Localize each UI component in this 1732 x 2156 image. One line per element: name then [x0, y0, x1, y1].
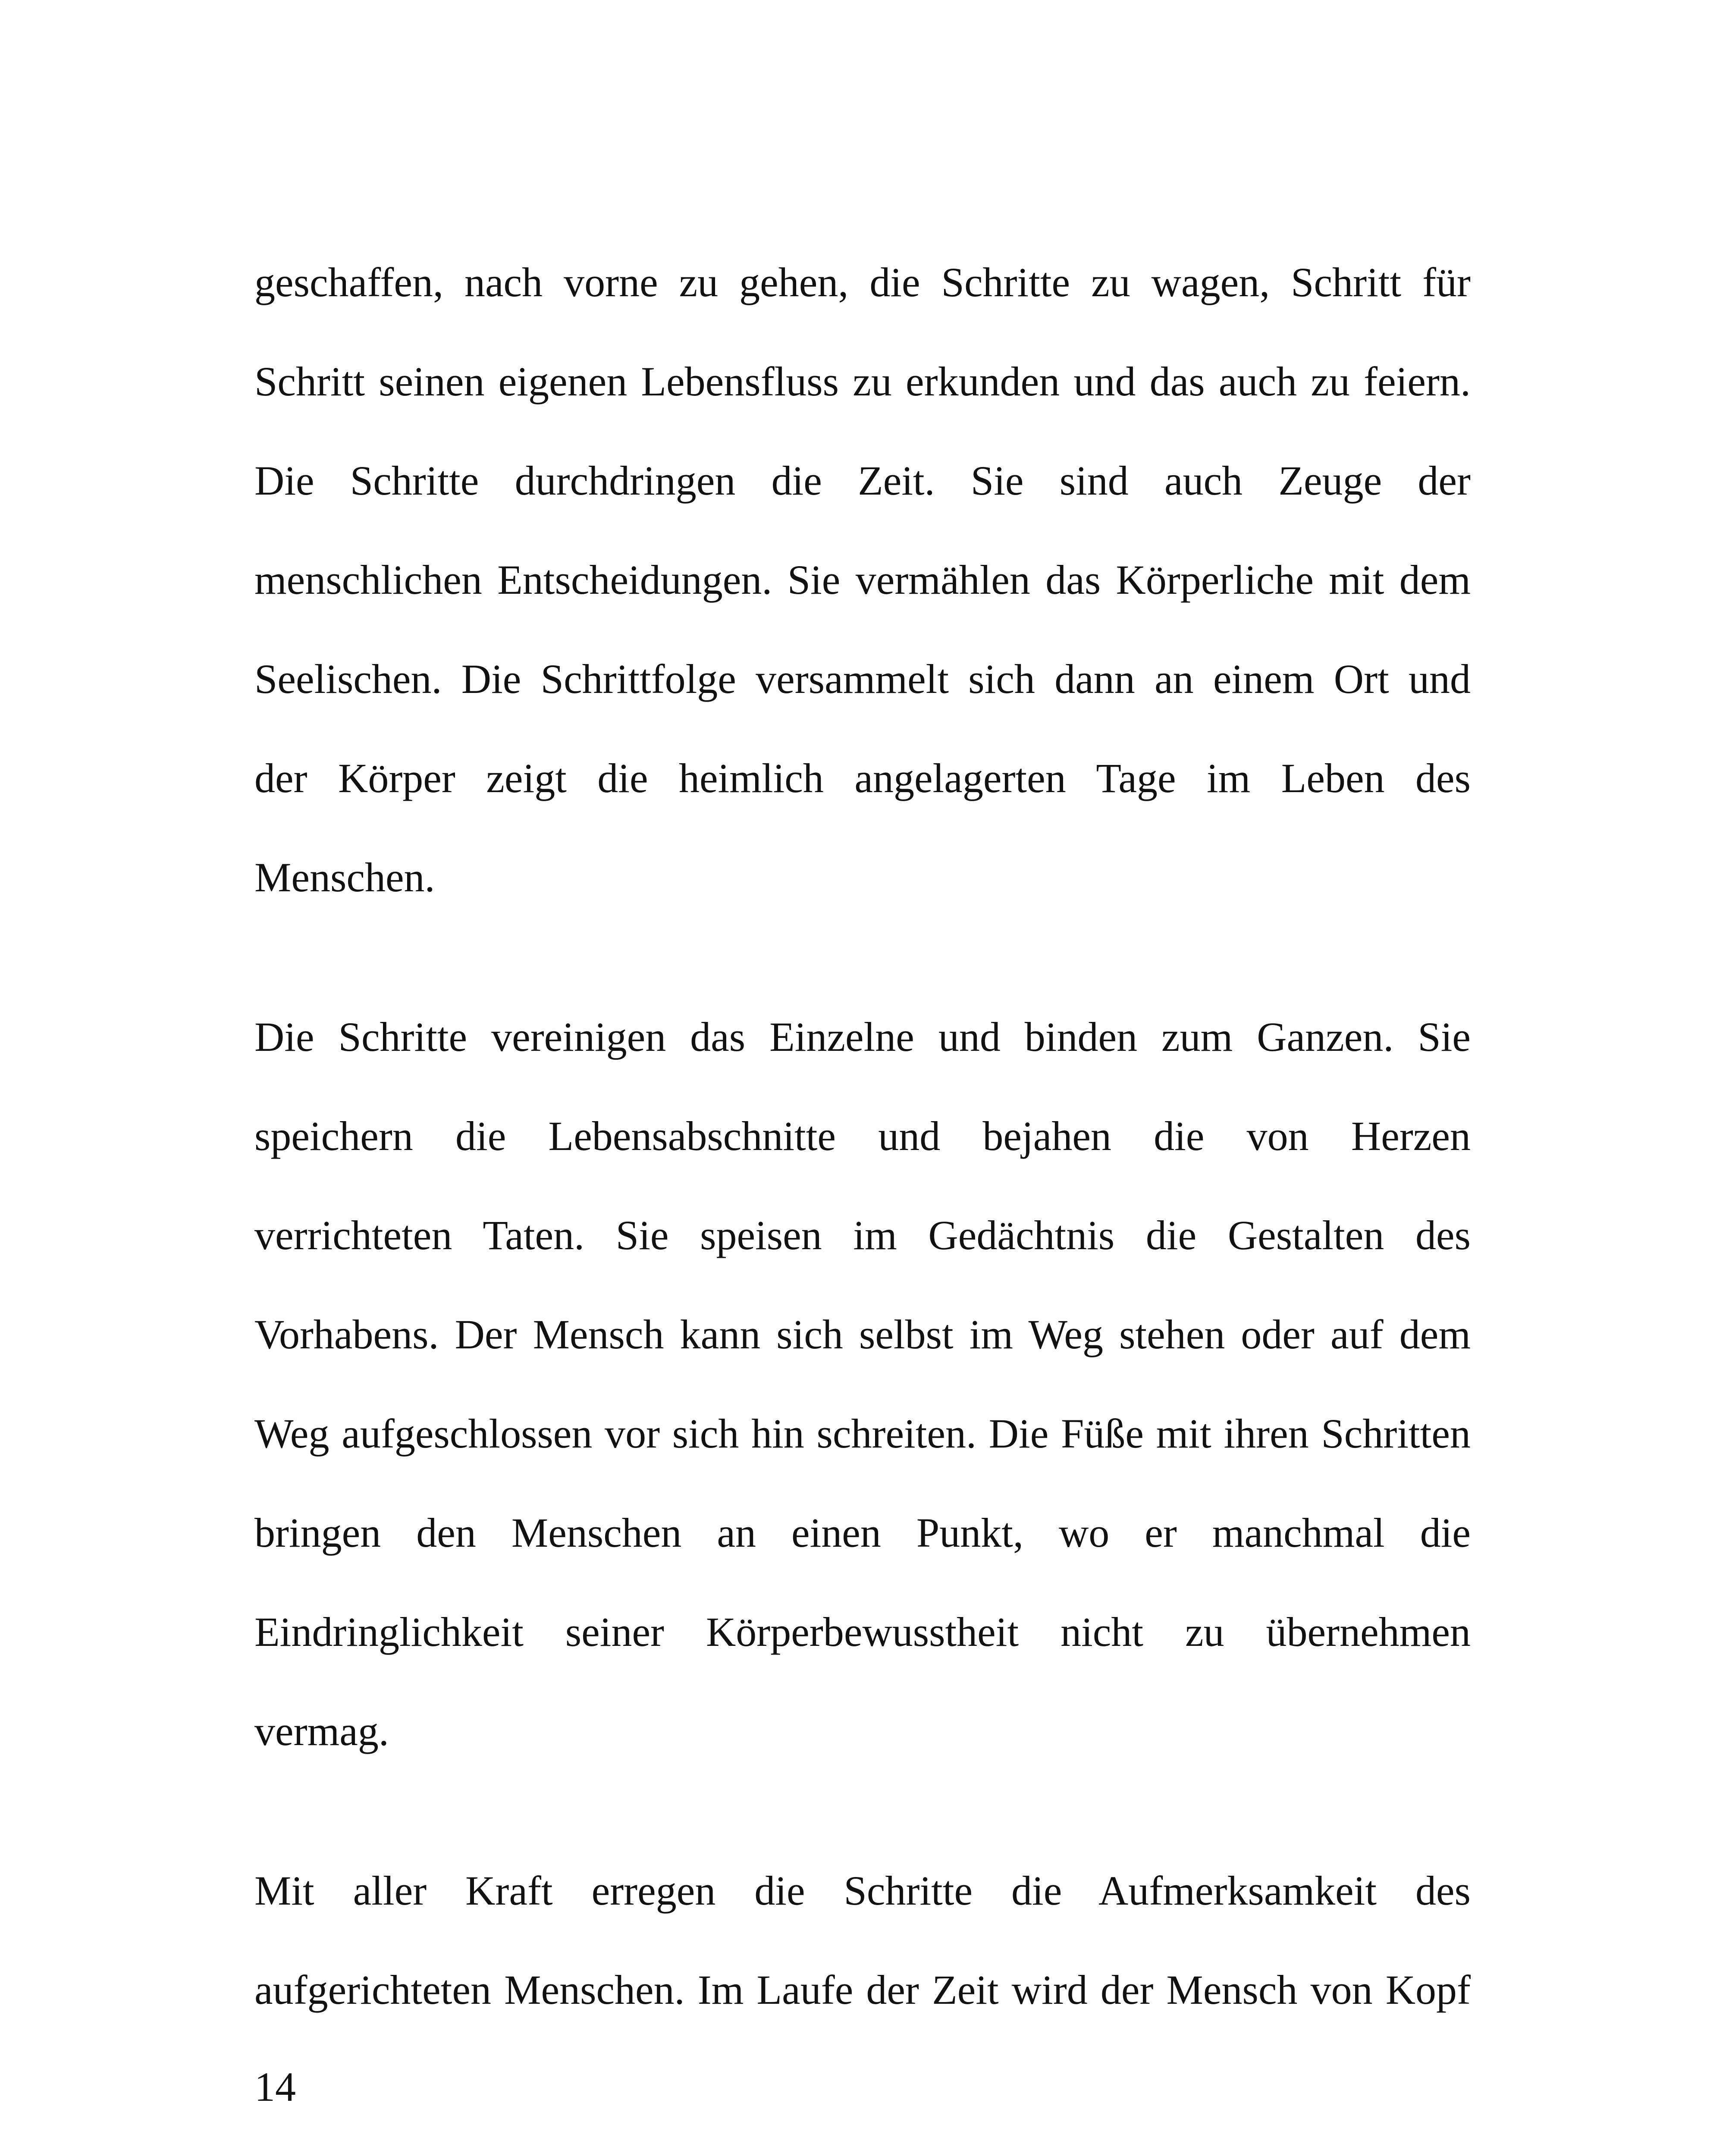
page-number: 14 — [254, 2064, 296, 2110]
text-line: Schritt seinen eigenen Lebensfluss zu erkunden und das auch zu feiern. — [254, 358, 1471, 404]
text-line: Vorhabens. Der Mensch kann sich selbst im Weg stehen oder auf dem — [254, 1311, 1471, 1357]
paragraph-spacer — [254, 1781, 1471, 1841]
text-line: menschlichen Entscheidungen. Sie vermählen das Körperliche mit dem — [254, 557, 1471, 603]
text-line: Weg aufgeschlossen vor sich hin schreiten. Die Füße mit ihren Schritten — [254, 1410, 1471, 1457]
text-line: verrichteten Taten. Sie speisen im Gedächtnis die Gestalten des — [254, 1212, 1471, 1258]
text-line: vermag. — [254, 1708, 389, 1754]
paragraph-spacer — [254, 927, 1471, 987]
text-line: Mit aller Kraft erregen die Schritte die Aufmerksamkeit des — [254, 1868, 1471, 1914]
text-line: Die Schritte durchdringen die Zeit. Sie sind auch Zeuge der — [254, 458, 1471, 504]
text-line: Seelischen. Die Schrittfolge versammelt sich dann an einem Ort und — [254, 656, 1471, 702]
text-line: Die Schritte vereinigen das Einzelne und binden zum Ganzen. Sie — [254, 1014, 1471, 1060]
body-text — [254, 233, 1471, 2040]
text-line: Eindringlichkeit seiner Körperbewusstheit nicht zu übernehmen — [254, 1609, 1471, 1655]
text-line: geschaffen, nach vorne zu gehen, die Schritte zu wagen, Schritt für — [254, 259, 1471, 305]
text-line: bringen den Menschen an einen Punkt, wo er manchmal die — [254, 1510, 1471, 1556]
paragraph-3 — [254, 1841, 1471, 2040]
text-line: der Körper zeigt die heimlich angelagerten Tage im Leben des — [254, 755, 1471, 801]
text-line: Menschen. — [254, 854, 435, 900]
text-line: speichern die Lebensabschnitte und bejahen die von Herzen — [254, 1113, 1471, 1159]
paragraph-2 — [254, 987, 1471, 1781]
text-line: aufgerichteten Menschen. Im Laufe der Zeit wird der Mensch von Kopf — [254, 1967, 1471, 2013]
paragraph-1 — [254, 233, 1471, 927]
